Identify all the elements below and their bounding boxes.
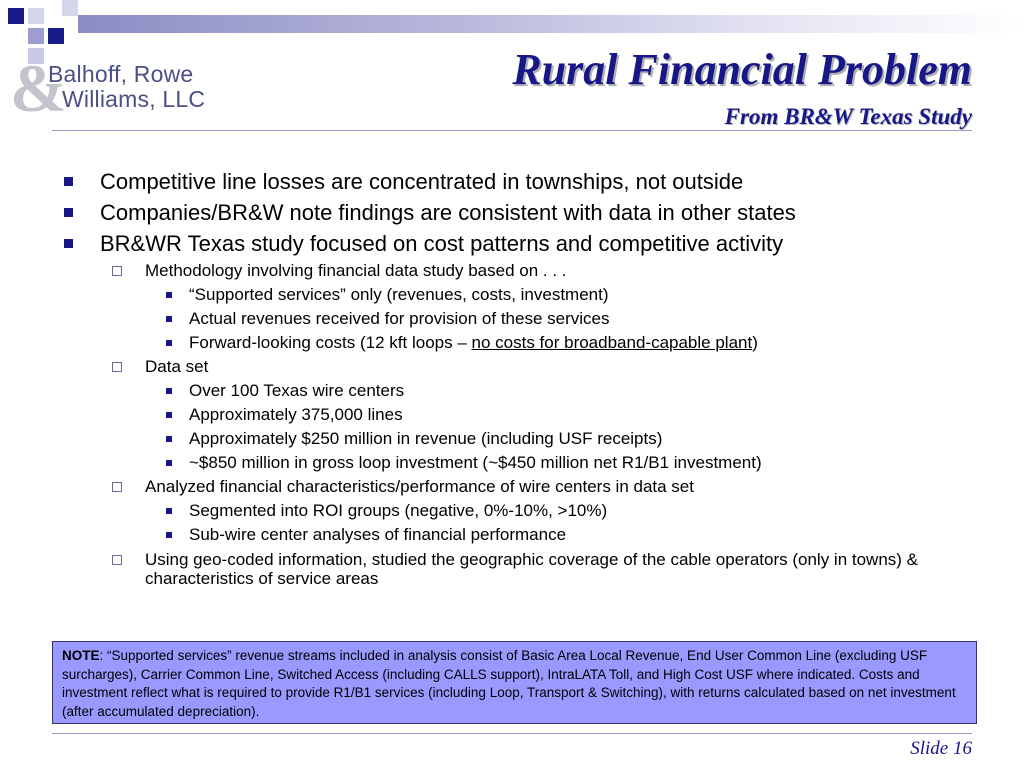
decor-square (8, 28, 24, 44)
sub-sub-bullet-item (62, 379, 982, 403)
sub-sub-bullet-item (62, 451, 982, 475)
note-box (52, 641, 977, 724)
sub-sub-bullet-text: Segmented into ROI groups (negative, 0%-10%, >10%) (189, 501, 608, 520)
logo-ampersand: & (10, 50, 67, 126)
sub-sub-bullet-item (62, 403, 982, 427)
small-square-bullet-icon (166, 292, 172, 298)
sub-bullet-item (62, 475, 982, 499)
hollow-square-bullet-icon (112, 362, 122, 372)
sub-bullet-text: Analyzed financial characteristics/performance of wire centers in data set (145, 477, 694, 496)
logo-line1: Balhoff, Rowe (48, 61, 194, 87)
sub-bullet-text: Using geo-coded information, studied the geographic coverage of the cable operators (only in towns) & characteristics of service areas (145, 550, 919, 588)
sub-sub-bullet-text: Sub-wire center analyses of financial performance (189, 525, 567, 544)
bullet-text: Companies/BR&W note findings are consistent with data in other states (100, 200, 796, 225)
sub-bullet-text: Data set (145, 357, 209, 376)
decor-square (48, 28, 64, 44)
hollow-square-bullet-icon (112, 482, 122, 492)
decor-square (28, 28, 44, 44)
sub-sub-bullet-text: ~$850 million in gross loop investment (~$450 million net R1/B1 investment) (189, 453, 762, 472)
sub-sub-bullet-text: Forward-looking costs (12 kft loops – (189, 333, 472, 352)
bullet-item (62, 228, 982, 259)
bullet-list (62, 166, 982, 588)
square-bullet-icon (64, 177, 73, 186)
sub-sub-bullet-text: Approximately $250 million in revenue (including USF receipts) (189, 429, 663, 448)
small-square-bullet-icon (166, 508, 172, 514)
header-divider (52, 130, 972, 131)
sub-bullet-item (62, 259, 982, 283)
small-square-bullet-icon (166, 412, 172, 418)
sub-sub-bullet-text: “Supported services” only (revenues, costs, investment) (189, 285, 609, 304)
small-square-bullet-icon (166, 316, 172, 322)
sub-sub-bullet-item (62, 283, 982, 307)
decor-square (62, 0, 78, 16)
small-square-bullet-icon (166, 436, 172, 442)
sub-sub-bullet-item (62, 427, 982, 451)
small-square-bullet-icon (166, 340, 172, 346)
small-square-bullet-icon (166, 460, 172, 466)
sub-bullet-item (62, 547, 982, 588)
sub-sub-bullet-text: Approximately 375,000 lines (189, 405, 403, 424)
slide-number: Slide 16 (910, 738, 972, 759)
logo-line2: Williams, LLC (62, 86, 206, 112)
sub-sub-bullet-text-end: ) (752, 333, 758, 352)
underlined-text: no costs for broadband-capable plant (471, 333, 753, 352)
square-bullet-icon (64, 208, 73, 217)
hollow-square-bullet-icon (112, 555, 122, 565)
slide-title: Rural Financial Problem (512, 45, 972, 94)
small-square-bullet-icon (166, 532, 172, 538)
sub-sub-bullet-item (62, 331, 982, 355)
sub-sub-bullet-item (62, 307, 982, 331)
hollow-square-bullet-icon (112, 266, 122, 276)
company-logo (10, 50, 210, 126)
sub-sub-bullet-item (62, 499, 982, 523)
small-square-bullet-icon (166, 388, 172, 394)
decor-square (28, 8, 44, 24)
bullet-text: BR&WR Texas study focused on cost patterns and competitive activity (100, 231, 784, 256)
decor-square (8, 8, 24, 24)
bullet-item (62, 197, 982, 228)
sub-sub-bullet-text: Actual revenues received for provision of these services (189, 309, 610, 328)
header-band (78, 15, 1024, 33)
slide-subtitle: From BR&W Texas Study (724, 104, 972, 129)
bullet-item (62, 166, 982, 197)
note-text: : “Supported services” revenue streams included in analysis consist of Basic Area Local Revenue, End User Common Line (excluding USF surcharges), Carrier Common Line, Switched Access (including CALLS support), IntraLATA Toll, and High Cost USF where indicated. Costs and investment reflect what is required to provide R1/B1 services (including Loop, Transport & Switching), with returns calculated based on net investment (after accumulated depreciation). (62, 648, 956, 719)
footer-divider (52, 733, 972, 734)
bullet-text: Competitive line losses are concentrated in townships, not outside (100, 169, 744, 194)
sub-bullet-item (62, 355, 982, 379)
square-bullet-icon (64, 239, 73, 248)
sub-sub-bullet-text: Over 100 Texas wire centers (189, 381, 405, 400)
sub-bullet-text: Methodology involving financial data study based on . . . (145, 261, 567, 280)
sub-sub-bullet-item (62, 523, 982, 547)
note-label: NOTE (62, 648, 100, 663)
